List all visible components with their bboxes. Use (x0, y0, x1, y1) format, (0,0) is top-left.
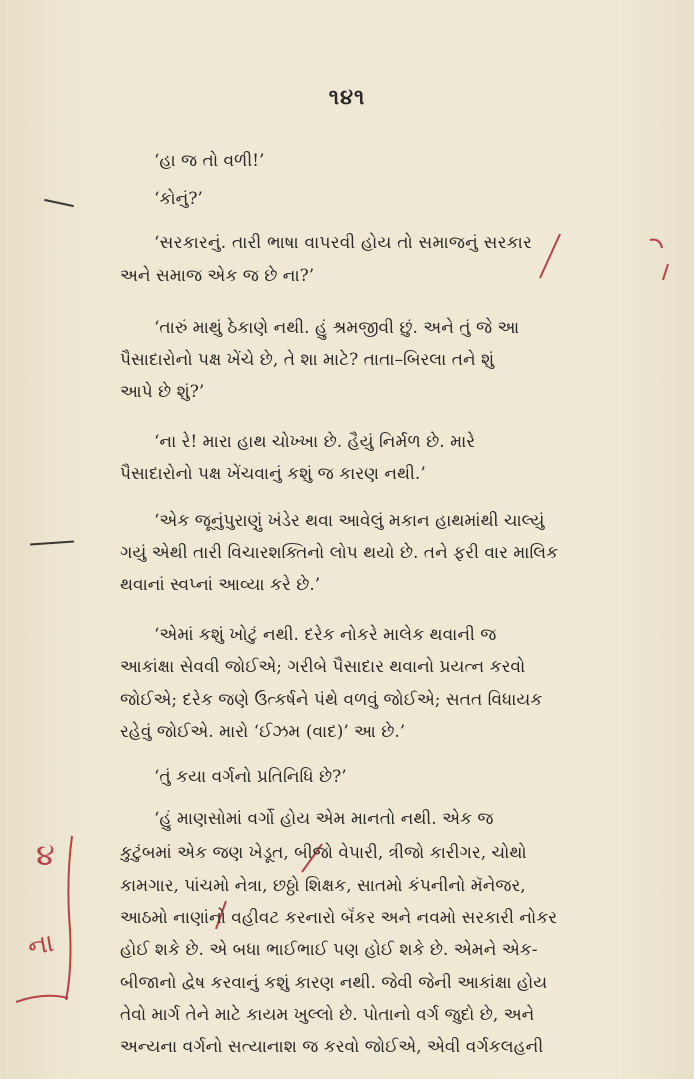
text-line: ગયું એથી તારી વિચારશક્તિનો લોપ થયો છે. તને ફરી વાર માલિક (120, 543, 559, 563)
text-line: અને સમાજ એક જ છે ના?’ (120, 266, 315, 286)
text-line: આકાંક્ષા સેવવી જોઈએ; ગરીબે પૈસાદાર થવાનો પ્રયત્ન કરવો (120, 657, 526, 677)
margin-dash-mark (30, 540, 74, 545)
text-line: જોઈએ; દરેક જણે ઉત્કર્ષને પંથે વળવું જોઈએ; સતત વિધાયક (120, 690, 543, 710)
text-line: ‘એક જૂનુંપુરાણું ખંડેર થવા આવેલું મકાન હાથમાંથી ચાલ્યું (154, 511, 545, 531)
text-line: કામગાર, પાંચમો નેત્રા, છઠ્ઠો શિક્ષક, સાતમો કંપનીનો મૅનેજર, (120, 876, 526, 896)
text-line: ‘એમાં કશું ખોટું નથી. દરેક નોકરે માલેક થવાની જ (154, 625, 497, 645)
text-line: ‘ના રે! મારા હાથ ચોખ્ખા છે. હૈયું નિર્મળ છે. મારે (154, 432, 476, 452)
text-line: તેવો માર્ગ તેને માટે કાયમ ખુલ્લો છે. પોતાનો વર્ગ જુદો છે, અને (120, 1005, 535, 1025)
text-line: થવાનાં સ્વપ્નાં આવ્યા કરે છે.’ (120, 575, 321, 595)
text-line: કુટુંબમાં એક જણ ખેડૂત, બીજો વેપારી, ત્રીજો કારીગર, ચોથો (120, 843, 527, 863)
text-line: ‘તારું માથું ઠેકાણે નથી. હું શ્રમજીવી છું. અને તું જે આ (154, 318, 520, 338)
text-line: આપે છે શું?’ (120, 382, 205, 402)
page-number: ૧૪૧ (328, 84, 366, 109)
text-line: ‘સરકારનું. તારી ભાષા વાપરવી હોય તો સમાજનું સરકાર (154, 233, 532, 253)
text-line: રહેવું જોઈએ. મારો ‘ઈઝમ (વાદ)’ આ છે.’ (120, 722, 406, 742)
text-line: પૈસાદારોનો પક્ષ ખેંચવાનું કશું જ કારણ નથી.’ (120, 464, 426, 484)
text-line: આઠમો નાણાંનો વહીવટ કરનારો બૅંકર અને નવમો સરકારી નોકર (120, 908, 558, 928)
text-line: ‘તું કયા વર્ગનો પ્રતિનિધિ છે?’ (154, 767, 347, 787)
text-line: બીજાનો દ્વેષ કરવાનું કશું કારણ નથી. જેવી જેની આકાંક્ષા હોય (120, 973, 548, 993)
text-line: પૈસાદારોનો પક્ષ ખેંચે છે, તે શા માટે? તાતા–બિરલા તને શું (120, 350, 495, 370)
margin-red-numeral: ૪ (36, 838, 55, 873)
text-line: અન્યના વર્ગનો સત્યાનાશ જ કરવો જોઈએ, એવી વર્ગકલહની (120, 1037, 544, 1057)
margin-red-note: ના (25, 927, 57, 963)
margin-dash-mark (44, 199, 74, 207)
text-line: ‘હા જ તો વળી!’ (154, 151, 265, 171)
text-line: હોઈ શકે છે. એ બધા ભાઈભાઈ પણ હોઈ શકે છે. એમને એક- (120, 940, 538, 960)
text-line: ‘હું માણસોમાં વર્ગો હોય એમ માનતો નથી. એક જ (154, 809, 494, 829)
text-line: ‘કોનું?’ (154, 189, 203, 209)
